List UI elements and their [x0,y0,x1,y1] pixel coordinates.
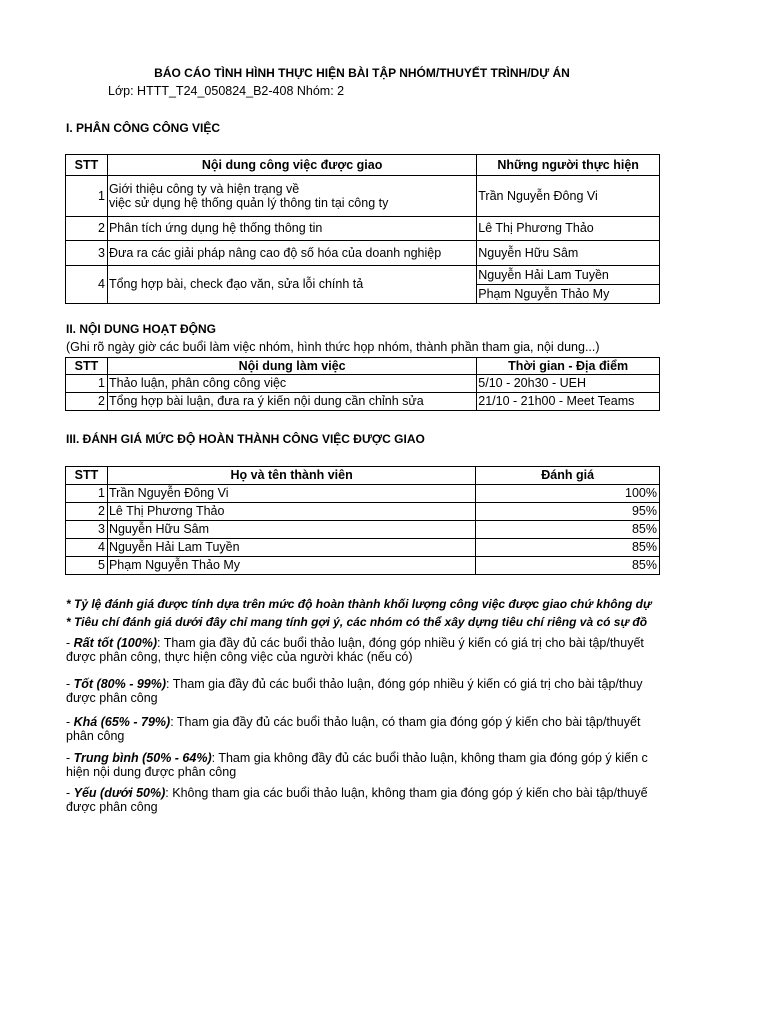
criteria-label: Tốt (80% - 99%) [73,677,167,691]
table-row [66,217,660,241]
table-row [66,485,660,503]
row-score: 85% [476,521,660,539]
evaluation-table [65,466,660,575]
criteria-fair: - Khá (65% - 79%): Tham gia đầy đủ các buổi thảo luận, có tham gia đóng góp ý kiến cho bài tập/thuyết phân công [66,715,660,743]
criteria-excellent: - Rất tốt (100%): Tham gia đầy đủ các buổi thảo luận, đóng góp nhiều ý kiến có giá trị cho bài tập/thuyết được phân công, thực hiện công việc của người khác (nếu có) [66,636,660,664]
criteria-text: : Tham gia đầy đủ các buổi thảo luận, đóng góp nhiều ý kiến có giá trị cho bài tập/thuyết [156,636,644,650]
criteria-text: được phân công [66,691,158,705]
row-person: Phạm Nguyễn Thảo My [477,285,660,304]
row-person: Lê Thị Phương Thảo [477,217,660,241]
table-row [66,266,660,285]
task-line: Giới thiệu công ty và hiện trạng về [108,181,300,196]
row-task: Tổng hợp bài, check đạo văn, sửa lỗi chính tả [107,266,476,304]
table-row [66,557,660,575]
header-person: Những người thực hiện [477,155,660,176]
criteria-text: hiện nội dung được phân công [66,765,237,779]
activity-table [65,357,660,411]
table-header-row [66,467,660,485]
row-person: Nguyễn Hải Lam Tuyền [477,266,660,285]
row-name: Nguyễn Hữu Sâm [107,521,475,539]
header-task: Nội dung công việc được giao [107,155,476,176]
table-row [66,241,660,266]
table-header-row [66,155,660,176]
row-stt: 1 [66,375,108,393]
section-3-heading: III. ĐÁNH GIÁ MỨC ĐỘ HOÀN THÀNH CÔNG VIỆC ĐƯỢC GIAO [66,432,425,446]
header-time: Thời gian - Địa điểm [477,358,660,375]
row-content: Tổng hợp bài luận, đưa ra ý kiến nội dung cần chỉnh sửa [107,393,476,411]
criteria-text: : Tham gia đầy đủ các buổi thảo luận, có tham gia đóng góp ý kiến cho bài tập/thuyết [170,715,641,729]
row-score: 95% [476,503,660,521]
task-line: việc sử dụng hệ thống quản lý thông tin tại công ty [108,196,389,210]
criteria-text: : Tham gia không đầy đủ các buổi thảo luận, không tham gia đóng góp ý kiến c [211,751,648,765]
table-header-row [66,358,660,375]
note-rating-basis: * Tỷ lệ đánh giá được tính dựa trên mức độ hoàn thành khối lượng công việc được giao chứ không dự [66,597,652,611]
criteria-weak: - Yếu (dưới 50%): Không tham gia các buổi thảo luận, không tham gia đóng góp ý kiến cho bài tập/thuyế được phân công [66,786,660,814]
table-row [66,176,660,217]
row-task: Đưa ra các giải pháp nâng cao độ số hóa của doanh nghiệp [107,241,476,266]
row-task: Phân tích ứng dụng hệ thống thông tin [107,217,476,241]
header-score: Đánh giá [476,467,660,485]
row-stt: 2 [66,503,108,521]
table-row [66,393,660,411]
row-stt: 1 [66,485,108,503]
class-info: Lớp: HTTT_T24_050824_B2-408 Nhóm: 2 [108,84,345,98]
header-name: Họ và tên thành viên [107,467,475,485]
row-stt: 1 [66,176,108,217]
criteria-label: Khá (65% - 79%) [73,715,171,729]
row-person: Trần Nguyễn Đông Vi [477,176,660,217]
assignment-table [65,154,660,304]
note-criteria-suggestion: * Tiêu chí đánh giá dưới đây chỉ mang tính gợi ý, các nhóm có thể xây dựng tiêu chí riêng và có sự đồ [66,615,648,629]
table-row [66,375,660,393]
row-stt: 2 [66,393,108,411]
criteria-label: Yếu (dưới 50%) [73,786,166,800]
row-stt: 3 [66,521,108,539]
criteria-label: Rất tốt (100%) [73,636,157,650]
row-time: 5/10 - 20h30 - UEH [477,375,660,393]
criteria-text: được phân công [66,800,158,814]
header-stt: STT [66,155,108,176]
row-stt: 5 [66,557,108,575]
row-person: Nguyễn Hữu Sâm [477,241,660,266]
criteria-label: Trung bình (50% - 64%) [73,751,212,765]
criteria-text: : Tham gia đầy đủ các buổi thảo luận, đóng góp nhiều ý kiến có giá trị cho bài tập/thuy [166,677,643,691]
row-stt: 2 [66,217,108,241]
row-name: Nguyễn Hải Lam Tuyền [107,539,475,557]
table-row [66,539,660,557]
row-score: 100% [476,485,660,503]
row-name: Trần Nguyễn Đông Vi [107,485,475,503]
section-2-subheading: (Ghi rõ ngày giờ các buổi làm việc nhóm, hình thức họp nhóm, thành phần tham gia, nội dung...) [66,340,600,354]
row-name: Lê Thị Phương Thảo [107,503,475,521]
table-row [66,521,660,539]
section-1-heading: I. PHÂN CÔNG CÔNG VIỆC [66,121,221,135]
criteria-text: : Không tham gia các buổi thảo luận, không tham gia đóng góp ý kiến cho bài tập/thuyế [165,786,648,800]
row-name: Phạm Nguyễn Thảo My [107,557,475,575]
table-row [66,503,660,521]
header-stt: STT [66,358,108,375]
row-score: 85% [476,557,660,575]
row-stt: 4 [66,266,108,304]
criteria-text: được phân công, thực hiện công việc của người khác (nếu có) [66,650,413,664]
row-task [107,176,476,217]
report-title: BÁO CÁO TÌNH HÌNH THỰC HIỆN BÀI TẬP NHÓM/THUYẾT TRÌNH/DỰ ÁN [154,66,570,80]
row-content: Thảo luận, phân công công việc [107,375,476,393]
criteria-text: phân công [66,729,125,743]
row-score: 85% [476,539,660,557]
row-stt: 3 [66,241,108,266]
header-stt: STT [66,467,108,485]
row-time: 21/10 - 21h00 - Meet Teams [477,393,660,411]
header-content: Nội dung làm việc [107,358,476,375]
row-stt: 4 [66,539,108,557]
section-2-heading: II. NỘI DUNG HOẠT ĐỘNG [66,322,216,336]
criteria-good: - Tốt (80% - 99%): Tham gia đầy đủ các buổi thảo luận, đóng góp nhiều ý kiến có giá trị cho bài tập/thuy được phân công [66,677,660,705]
criteria-average: - Trung bình (50% - 64%): Tham gia không đầy đủ các buổi thảo luận, không tham gia đóng góp ý kiến c hiện nội dung được phân công [66,751,660,779]
